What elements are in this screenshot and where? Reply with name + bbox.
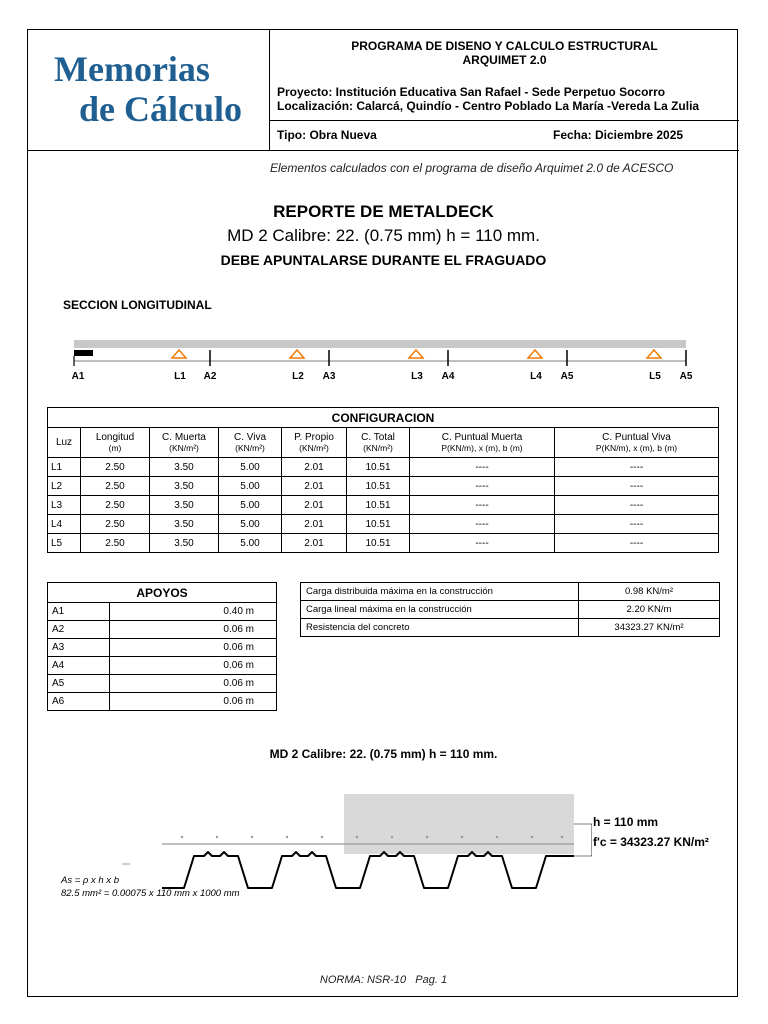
table-cell: 0.06 m [109,675,276,693]
project-location: Localización: Calarcá, Quindío - Centro Poblado La María -Vereda La Zulia [277,99,700,113]
header-text: Luz [55,437,73,448]
program-note: Elementos calculados con el programa de diseño Arquimet 2.0 de ACESCO [270,161,674,175]
table-row [48,515,719,534]
support-label: A5 [679,371,693,382]
height-label: h = 110 mm [593,815,659,829]
table-cell: Carga distribuida máxima en la construcción [301,583,579,601]
table-cell: Resistencia del concreto [301,619,579,637]
table-cell: L5 [48,534,81,553]
header-text: C. Total [361,431,395,443]
table-cell: 10.51 [347,534,410,553]
support-label: A1 [71,371,85,382]
table-cell: L3 [48,496,81,515]
table-cell: 5.00 [219,496,282,515]
table-row [48,603,277,621]
logo-line-1: Memorias [54,49,210,89]
table-cell: 2.01 [282,477,347,496]
span-label: L4 [530,371,542,382]
span-l5-marker-icon [647,350,661,358]
table-cell: 2.01 [282,534,347,553]
norma-label: NORMA: NSR-10 [319,974,407,986]
column-header [347,428,410,458]
table-cell: 10.51 [347,477,410,496]
table-cell: 3.50 [150,515,219,534]
table-cell: 34323.27 KN/m² [579,619,720,637]
table-cell: L4 [48,515,81,534]
span-l3-marker-icon [409,350,423,358]
table-row [48,458,719,477]
table-cell: 3.50 [150,458,219,477]
table-cell: 0.98 KN/m² [579,583,720,601]
table-cell: 10.51 [347,458,410,477]
program-title: PROGRAMA DE DISENO Y CALCULO ESTRUCTURAL [351,39,658,53]
table-row [301,601,720,619]
table-row [48,657,277,675]
table-row [48,477,719,496]
column-header [219,428,282,458]
span-l2-marker-icon [290,350,304,358]
table-cell: 2.50 [81,458,150,477]
column-header [410,428,555,458]
project-name: Proyecto: Institución Educativa San Rafael - Sede Perpetuo Socorro [277,85,666,99]
span-label: L2 [292,371,304,382]
header-divider [270,120,739,121]
profile-title: MD 2 Calibre: 22. (0.75 mm) h = 110 mm. [269,747,498,761]
table-cell: 2.01 [282,496,347,515]
logo-box [28,30,270,151]
report-warning: DEBE APUNTALARSE DURANTE EL FRAGUADO [220,252,547,268]
table-cell: ---- [410,534,555,553]
table-cell: 5.00 [219,477,282,496]
table-row [301,583,720,601]
supports-title: APOYOS [48,583,277,603]
table-row [301,619,720,637]
table-row [48,496,719,515]
support-label: A5 [560,371,574,382]
table-cell: 3.50 [150,496,219,515]
report-title: REPORTE DE METALDECK [273,202,494,221]
report-subtitle: MD 2 Calibre: 22. (0.75 mm) h = 110 mm. [227,226,540,245]
table-cell: 10.51 [347,496,410,515]
table-cell: 0.06 m [109,639,276,657]
table-cell: A3 [48,639,110,657]
logo-line-2: de Cálculo [79,89,243,129]
table-cell: 2.50 [81,534,150,553]
header-unit: P(KN/m), x (m), b (m) [441,442,523,453]
table-cell: A6 [48,693,110,711]
page-footer [28,974,739,986]
header-text: C. Puntual Muerta [441,431,523,443]
column-header [48,428,81,458]
table-cell: 5.00 [219,458,282,477]
header-text: C. Puntual Viva [602,431,671,443]
formula-line-2: 82.5 mm² = 0.00075 x 110 mm x 1000 mm [61,888,240,899]
header-unit: (KN/m²) [299,442,329,453]
section-title: SECCION LONGITUDINAL [63,298,212,312]
project-date: Fecha: Diciembre 2025 [553,128,684,142]
table-cell: 3.50 [150,534,219,553]
report-page [27,29,738,997]
header-unit: P(KN/m), x (m), b (m) [595,442,678,453]
table-cell: 5.00 [219,534,282,553]
header-text: C. Muerta [162,431,206,443]
table-cell: ---- [555,496,719,515]
table-cell: L2 [48,477,81,496]
table-cell: 10.51 [347,515,410,534]
column-header [81,428,150,458]
table-cell: 2.20 KN/m [579,601,720,619]
table-cell: 0.06 m [109,621,276,639]
table-cell: A5 [48,675,110,693]
table-cell: 2.50 [81,477,150,496]
table-cell: ---- [410,477,555,496]
table-cell: 0.40 m [109,603,276,621]
support-label: A4 [441,371,455,382]
table-cell: ---- [410,458,555,477]
table-cell: 0.06 m [109,657,276,675]
support-label: A2 [203,371,217,382]
header-unit: (KN/m²) [235,442,265,453]
column-header [282,428,347,458]
table-cell: ---- [555,477,719,496]
formula-line-1: As = ρ x h x b [61,875,119,886]
table-cell: Carga lineal máxima en la construcción [301,601,579,619]
table-cell: 2.50 [81,496,150,515]
supports-table [47,582,277,711]
table-row [48,675,277,693]
span-l4-marker-icon [528,350,542,358]
table-cell: A1 [48,603,110,621]
fc-label: f'c = 34323.27 KN/m² [593,835,709,849]
span-label: L1 [174,371,186,382]
table-cell: ---- [410,515,555,534]
header-text: Longitud [95,431,135,443]
table-cell: 5.00 [219,515,282,534]
span-l1-marker-icon [172,350,186,358]
span-label: L3 [411,371,423,382]
table-cell: L1 [48,458,81,477]
table-row [48,693,277,711]
header-unit: (KN/m²) [363,442,393,453]
table-cell: ---- [410,496,555,515]
steel-deck-profile [162,852,574,888]
table-cell: 2.01 [282,458,347,477]
table-row [48,621,277,639]
deck-profile-drawing [122,790,592,900]
column-header [150,428,219,458]
table-cell: 2.01 [282,515,347,534]
support-label: A3 [322,371,336,382]
concrete-fill [344,794,574,854]
configuration-title: CONFIGURACION [48,408,719,428]
span-label: L5 [649,371,661,382]
table-cell: 2.50 [81,515,150,534]
table-cell: ---- [555,515,719,534]
column-header [555,428,719,458]
support-a1-block [74,350,93,356]
header-unit: (KN/m²) [169,442,199,453]
table-cell: 0.06 m [109,693,276,711]
header-text: P. Propio [294,431,334,443]
longitudinal-section-diagram [68,336,708,384]
table-cell: A2 [48,621,110,639]
header-info [270,30,739,151]
configuration-header-row [48,428,719,458]
table-cell: ---- [555,534,719,553]
table-cell: 3.50 [150,477,219,496]
loads-table [300,582,720,637]
table-row [48,534,719,553]
slab-bar [74,340,686,348]
program-version: ARQUIMET 2.0 [462,53,547,67]
table-cell: ---- [555,458,719,477]
configuration-table [47,407,719,553]
table-row [48,639,277,657]
project-type: Tipo: Obra Nueva [277,128,377,142]
table-cell: A4 [48,657,110,675]
header-text: C. Viva [233,431,267,443]
page-number: Pag. 1 [415,974,448,986]
header-unit: (m) [108,442,122,453]
